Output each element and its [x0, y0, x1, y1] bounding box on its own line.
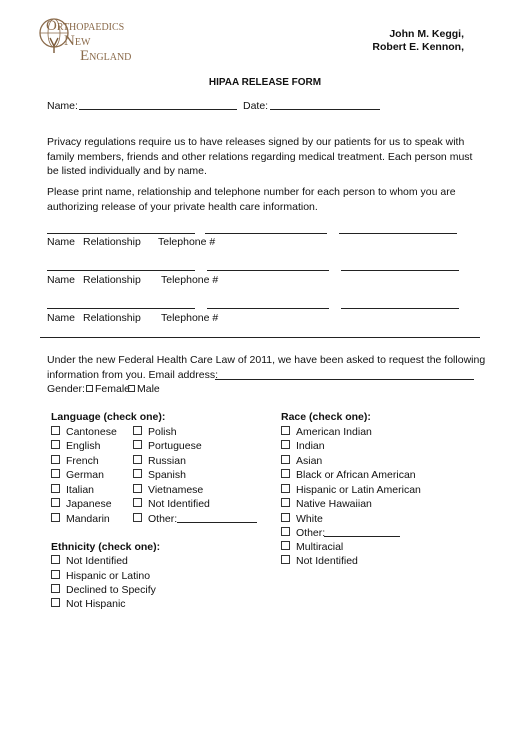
language-other-field[interactable] — [177, 522, 257, 523]
race-option[interactable]: Multiracial — [281, 541, 343, 554]
checkbox-icon[interactable] — [133, 513, 142, 522]
date-label: Date: — [243, 100, 269, 112]
section-divider — [40, 337, 480, 338]
language-other-option[interactable]: Other: — [133, 513, 177, 526]
checkbox-icon[interactable] — [281, 440, 290, 449]
checkbox-icon[interactable] — [133, 426, 142, 435]
contact-3-relationship-field[interactable] — [207, 308, 329, 309]
federal-request-text: Under the new Federal Health Care Law of 2011, we have been asked to request the following — [47, 354, 486, 366]
race-option[interactable]: Native Hawaiian — [281, 498, 372, 511]
race-option[interactable]: Indian — [281, 440, 325, 453]
language-option[interactable]: Vietnamese — [133, 484, 203, 497]
contact-2-name-label: Name — [47, 274, 76, 286]
checkbox-icon[interactable] — [133, 498, 142, 507]
contact-3-relationship-label: Relationship — [83, 312, 141, 324]
race-other-field[interactable] — [324, 536, 400, 537]
contact-1-telephone-label: Telephone # — [158, 236, 216, 248]
authorization-paragraph: Please print name, relationship and telephone number for each person to whom you are authorizing release of your private health care information. — [47, 186, 456, 213]
checkbox-icon[interactable] — [133, 455, 142, 464]
checkbox-icon[interactable] — [51, 469, 60, 478]
contact-3-telephone-field[interactable] — [341, 308, 459, 309]
name-field[interactable] — [79, 109, 237, 110]
date-field[interactable] — [270, 109, 380, 110]
email-label: information from you. Email address: — [47, 369, 218, 381]
checkbox-icon[interactable] — [51, 484, 60, 493]
checkbox-icon[interactable] — [51, 598, 60, 607]
checkbox-icon[interactable] — [86, 385, 93, 392]
contact-2-telephone-label: Telephone # — [161, 274, 219, 286]
checkbox-icon[interactable] — [281, 541, 290, 550]
checkbox-icon[interactable] — [281, 469, 290, 478]
language-option[interactable]: Portuguese — [133, 440, 202, 453]
practice-logo — [36, 14, 136, 64]
checkbox-icon[interactable] — [51, 584, 60, 593]
gender-male-option[interactable]: Male — [128, 383, 160, 396]
contact-3-name-label: Name — [47, 312, 76, 324]
privacy-paragraph: Privacy regulations require us to have releases signed by our patients for us to speak with family members, friends and other relations regarding medical treatment. Each person must be listed individually and by name. — [47, 136, 473, 177]
ethnicity-option[interactable]: Hispanic or Latino — [51, 570, 150, 583]
language-option[interactable]: Italian — [51, 484, 94, 497]
checkbox-icon[interactable] — [133, 469, 142, 478]
name-label: Name: — [47, 100, 78, 112]
contact-1-name-field[interactable] — [47, 233, 195, 234]
contact-2-relationship-field[interactable] — [207, 270, 329, 271]
language-option[interactable]: Russian — [133, 455, 186, 468]
language-option[interactable]: Polish — [133, 426, 177, 439]
race-option[interactable]: White — [281, 513, 323, 526]
race-heading: Race (check one): — [281, 411, 371, 423]
checkbox-icon[interactable] — [281, 513, 290, 522]
logo-line-3: ENGLAND — [80, 48, 132, 64]
checkbox-icon[interactable] — [281, 426, 290, 435]
contact-1-relationship-label: Relationship — [83, 236, 141, 248]
checkbox-icon[interactable] — [51, 570, 60, 579]
language-option[interactable]: English — [51, 440, 100, 453]
language-option[interactable]: Not Identified — [133, 498, 210, 511]
checkbox-icon[interactable] — [51, 440, 60, 449]
checkbox-icon[interactable] — [281, 555, 290, 564]
checkbox-icon[interactable] — [281, 455, 290, 464]
checkbox-icon[interactable] — [281, 484, 290, 493]
race-option[interactable]: Black or African American — [281, 469, 416, 482]
gender-label: Gender: — [47, 383, 85, 395]
ethnicity-option[interactable]: Not Hispanic — [51, 598, 126, 611]
contact-1-telephone-field[interactable] — [339, 233, 457, 234]
logo-line-1: ORTHOPAEDICS — [46, 18, 125, 34]
language-option[interactable]: French — [51, 455, 99, 468]
language-option[interactable]: Spanish — [133, 469, 186, 482]
ethnicity-heading: Ethnicity (check one): — [51, 541, 161, 553]
checkbox-icon[interactable] — [133, 440, 142, 449]
language-option[interactable]: Cantonese — [51, 426, 117, 439]
race-option[interactable]: Asian — [281, 455, 322, 468]
contact-2-name-field[interactable] — [47, 270, 195, 271]
checkbox-icon[interactable] — [281, 527, 290, 536]
contact-2-telephone-field[interactable] — [341, 270, 459, 271]
ethnicity-option[interactable]: Declined to Specify — [51, 584, 156, 597]
race-option[interactable]: Not Identified — [281, 555, 358, 568]
checkbox-icon[interactable] — [128, 385, 135, 392]
language-option[interactable]: Japanese — [51, 498, 112, 511]
contact-3-telephone-label: Telephone # — [161, 312, 219, 324]
email-field[interactable] — [215, 379, 474, 380]
race-option[interactable]: Hispanic or Latin American — [281, 484, 421, 497]
form-title: HIPAA RELEASE FORM — [208, 77, 322, 88]
checkbox-icon[interactable] — [281, 498, 290, 507]
gender-female-option[interactable]: Female — [86, 383, 130, 396]
checkbox-icon[interactable] — [133, 484, 142, 493]
race-option[interactable]: American Indian — [281, 426, 372, 439]
ethnicity-option[interactable]: Not Identified — [51, 555, 128, 568]
checkbox-icon[interactable] — [51, 455, 60, 464]
doctor-name-1: John M. Keggi, — [389, 28, 464, 40]
language-option[interactable]: Mandarin — [51, 513, 110, 526]
checkbox-icon[interactable] — [51, 513, 60, 522]
checkbox-icon[interactable] — [51, 426, 60, 435]
contact-1-name-label: Name — [47, 236, 76, 248]
contact-1-relationship-field[interactable] — [205, 233, 327, 234]
logo-line-2: NEW — [64, 33, 91, 49]
checkbox-icon[interactable] — [51, 555, 60, 564]
contact-3-name-field[interactable] — [47, 308, 195, 309]
contact-2-relationship-label: Relationship — [83, 274, 141, 286]
race-other-option[interactable]: Other: — [281, 527, 325, 540]
doctor-name-2: Robert E. Kennon, — [372, 41, 464, 53]
checkbox-icon[interactable] — [51, 498, 60, 507]
language-option[interactable]: German — [51, 469, 104, 482]
language-heading: Language (check one): — [51, 411, 166, 423]
